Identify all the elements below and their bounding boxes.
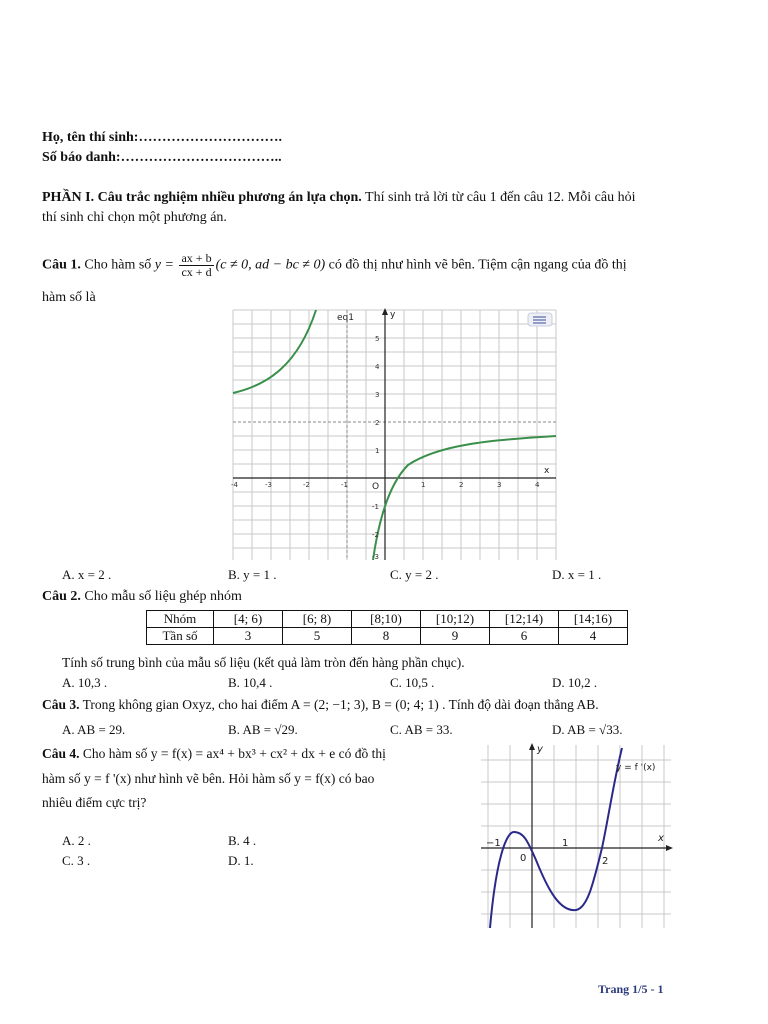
q1-text-post: có đồ thị như hình vẽ bên. Tiệm cận ngang của đồ thị <box>325 257 627 273</box>
q4-option-a[interactable]: A. 2 . <box>62 833 91 848</box>
q2-option-a[interactable]: A. 10,3 . <box>62 675 108 690</box>
page-number: Trang 1/5 - 1 <box>598 982 664 996</box>
q1-y-tick: -3 <box>372 553 379 561</box>
graph-menu-icon <box>528 313 552 326</box>
q1-y-tick: 3 <box>375 391 380 399</box>
q1-grid <box>233 310 556 560</box>
q4-y-arrow <box>529 743 535 750</box>
q2-question: Tính số trung bình của mẫu số liệu (kết quả làm tròn đến hàng phần chục). <box>62 655 465 670</box>
q1-graph-origin: O <box>372 482 380 492</box>
q4-graph-2-label: 2 <box>602 856 609 867</box>
q1-fraction <box>179 252 213 279</box>
part1-title: PHẦN I. Câu trắc nghiệm nhiều phương án lựa chọn. <box>42 190 362 205</box>
q1-graph-eq-label: eq1 <box>337 313 354 323</box>
q4-graph-x-label: x <box>658 833 664 844</box>
table-cell: 4 <box>559 628 628 645</box>
q2-label: Câu 2. <box>42 589 81 604</box>
q1-x-tick: -3 <box>265 481 272 489</box>
q4-graph-m1-label: −1 <box>486 838 501 849</box>
q4-option-d[interactable]: D. 1. <box>228 853 254 868</box>
q1-x-tick: -2 <box>303 481 310 489</box>
q1-y-tick: -2 <box>372 531 379 539</box>
candidate-name-line: Họ, tên thí sinh:…………………………. <box>42 130 282 145</box>
q2-option-c[interactable]: C. 10,5 . <box>390 675 435 690</box>
q1-graph-y-label: y <box>390 310 396 320</box>
part1-instruction-line2: thí sinh chỉ chọn một phương án. <box>42 210 227 225</box>
q3-label: Câu 3. <box>42 697 80 712</box>
q1-y-tick: 4 <box>375 363 380 371</box>
table-cell: 3 <box>214 628 283 645</box>
table-cell: 6 <box>490 628 559 645</box>
q1-y-tick: 5 <box>375 335 380 343</box>
table-cell: [14;16) <box>559 611 628 628</box>
q1-text <box>42 252 627 279</box>
q4-line2: hàm số y = f '(x) như hình vẽ bên. Hỏi hàm số y = f(x) có bao <box>42 771 375 786</box>
q4-graph-func-label: y = f '(x) <box>616 763 656 773</box>
q3-option-c[interactable]: C. AB = 33. <box>390 722 453 737</box>
q1-label: Câu 1. <box>42 257 81 273</box>
table-cell: 9 <box>421 628 490 645</box>
q3-text <box>42 697 599 713</box>
q2-frequency-table <box>146 610 628 645</box>
q1-option-c[interactable]: C. y = 2 . <box>390 567 439 582</box>
table-header-group: Nhóm <box>147 611 214 628</box>
q1-option-b[interactable]: B. y = 1 . <box>228 567 277 582</box>
table-cell: [8;10) <box>352 611 421 628</box>
q4-x-arrow <box>666 845 673 851</box>
q1-x-tick: 4 <box>535 481 540 489</box>
q4-line1 <box>42 746 386 762</box>
q1-option-a[interactable]: A. x = 2 . <box>62 567 112 582</box>
q1-y-tick: 1 <box>375 447 380 455</box>
q3-text-body: Trong không gian Oxyz, cho hai điểm A = (2; −1; 3), B = (0; 4; 1) . Tính độ dài đoạn thẳng AB. <box>79 697 599 712</box>
q1-y-arrow <box>382 308 388 315</box>
q1-func-y: y = <box>154 257 174 273</box>
table-row <box>147 628 628 645</box>
table-cell: [10;12) <box>421 611 490 628</box>
table-cell: [12;14) <box>490 611 559 628</box>
table-cell: [6; 8) <box>283 611 352 628</box>
q3-option-b[interactable]: B. AB = √29. <box>228 722 298 737</box>
q3-option-d[interactable]: D. AB = √33. <box>552 722 623 737</box>
q4-option-b[interactable]: B. 4 . <box>228 833 257 848</box>
q1-option-d[interactable]: D. x = 1 . <box>552 567 602 582</box>
q4-line3: nhiêu điểm cực trị? <box>42 795 147 810</box>
q2-text-body: Cho mẫu số liệu ghép nhóm <box>80 589 242 604</box>
table-row <box>147 611 628 628</box>
q1-conditions: (c ≠ 0, ad − bc ≠ 0) <box>215 257 326 273</box>
q1-y-tick: 2 <box>375 419 380 427</box>
q1-x-tick: -1 <box>341 481 348 489</box>
q4-label: Câu 4. <box>42 746 80 761</box>
q4-graph-1-label: 1 <box>562 838 569 849</box>
q1-curve-right <box>373 436 556 560</box>
q3-option-a[interactable]: A. AB = 29. <box>62 722 126 737</box>
q1-graph <box>228 305 558 565</box>
q1-text-pre: Cho hàm số <box>80 257 155 273</box>
q2-option-d[interactable]: D. 10,2 . <box>552 675 598 690</box>
q4-graph-y-label: y <box>537 744 543 755</box>
q4-graph-0-label: 0 <box>520 853 527 864</box>
part1-instruction-rest: Thí sinh trả lời từ câu 1 đến câu 12. Mỗi câu hỏi <box>361 190 636 205</box>
part1-instruction <box>42 190 635 206</box>
table-cell: [4; 6) <box>214 611 283 628</box>
q1-y-tick: -1 <box>372 503 379 511</box>
q1-numerator: ax + b <box>181 251 212 265</box>
q4-line1-text: Cho hàm số y = f(x) = ax⁴ + bx³ + cx² + dx + e có đồ thị <box>79 746 386 761</box>
q1-x-tick: 3 <box>497 481 502 489</box>
q1-x-tick: 1 <box>421 481 426 489</box>
q4-graph <box>476 740 676 930</box>
table-cell: 5 <box>283 628 352 645</box>
q1-x-tick: -4 <box>231 481 238 489</box>
q2-option-b[interactable]: B. 10,4 . <box>228 675 273 690</box>
q1-graph-x-label: x <box>544 466 550 476</box>
table-cell: 8 <box>352 628 421 645</box>
q2-text <box>42 589 242 605</box>
table-header-frequency: Tần số <box>147 628 214 645</box>
q1-x-tick: 2 <box>459 481 464 489</box>
q1-text-line2: hàm số là <box>42 290 96 305</box>
q4-option-c[interactable]: C. 3 . <box>62 853 91 868</box>
candidate-id-line: Số báo danh:…………………………….. <box>42 150 282 165</box>
q1-denominator: cx + d <box>181 265 212 279</box>
